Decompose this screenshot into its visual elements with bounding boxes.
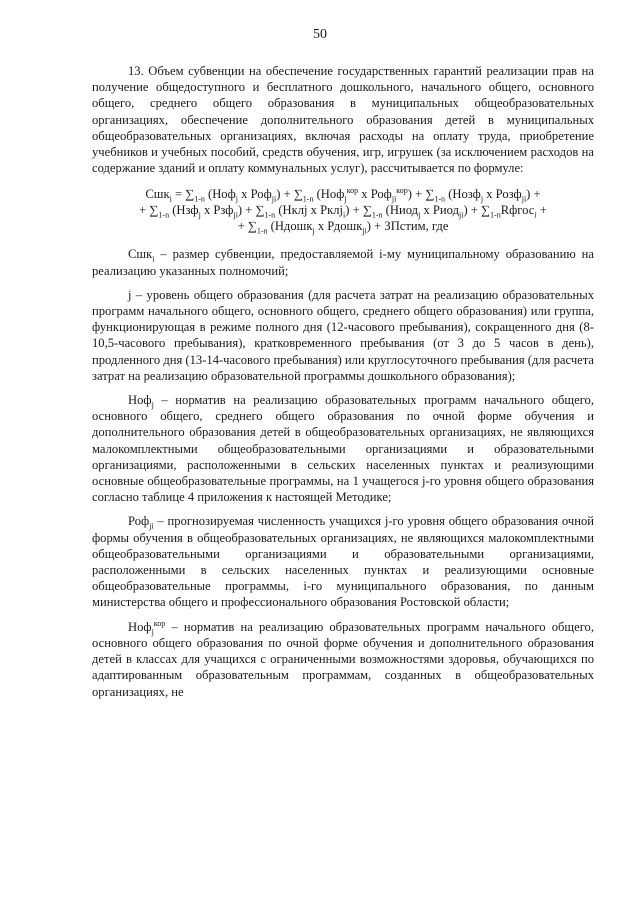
plus-sign: + xyxy=(280,187,294,202)
sum-index: 1-n xyxy=(434,194,446,204)
sum-index: 1-n xyxy=(194,194,205,204)
sum-symbol: ∑ xyxy=(362,203,372,218)
term-8-sub1: j xyxy=(312,226,315,236)
term-7-open: Rфгос xyxy=(500,203,535,218)
definition-text: – прогнозируемая численность учащихся j-го уровня общего образования очной формы обучения в общеобразовательных организациях, не являющихся малокомплектными общеобразовательными организациями и образовательными организациями, расположенными в сельских населенных пунктах и реализующими основные общеобразовательные программы, i-го муниципального образования, по данным министерства общего и профессионального образования Ростовской области; xyxy=(92,514,594,610)
term-6-mid: х Риод xyxy=(420,203,459,218)
plus-sign: + xyxy=(242,203,256,218)
term-8-mid: х Рдошк xyxy=(314,219,363,234)
sum-symbol: ∑ xyxy=(293,187,303,202)
plus-sign: + xyxy=(139,203,150,218)
term-2-sup1: кор xyxy=(346,186,359,196)
plus-sign: + xyxy=(237,219,248,234)
sum-symbol: ∑ xyxy=(481,203,491,218)
term-4-sub2: ji xyxy=(233,210,238,220)
term-2-close: ) xyxy=(407,187,412,202)
definition-j: j – уровень общего образования (для расчета затрат на реализацию образовательных программ начального общего, основного общего, среднего общего образования) или группа, функционирующая в режиме полного дня (12-часового пребывания), сокращенного дня (8-10,5-часового пребывания), кратковременного пребывания (от 3 до 5 часов в день), продленного дня (13-14-часового пребывания) или круглосуточного пребывания (для расчета затрат на реализацию образовательной программы дошкольного образования); xyxy=(92,287,595,383)
term-1-mid: х Роф xyxy=(238,187,272,202)
definition-symbol-sub: i xyxy=(152,254,155,264)
sum-index: 1-n xyxy=(264,210,276,220)
document-body xyxy=(92,63,594,708)
term-1-open: (Ноф xyxy=(204,187,236,202)
sum-index: 1-n xyxy=(256,226,268,236)
term-2-sup2: кор xyxy=(396,186,408,196)
formula-line-2 xyxy=(92,202,594,218)
plus-sign: + xyxy=(536,203,547,218)
term-3-sub2: ji xyxy=(521,194,527,204)
definition-symbol: Роф xyxy=(128,514,150,529)
sum-symbol: ∑ xyxy=(149,203,159,218)
sum-index: 1-n xyxy=(371,210,383,220)
formula-line-1 xyxy=(92,186,594,202)
formula-eq: = xyxy=(171,187,186,202)
sum-index: 1-n xyxy=(158,210,170,220)
definition-text: – норматив на реализацию образовательных программ начального общего, основного общего образования по очной форме обучения и дополнительного образования детей в классах для учащихся с ограниченными возможностями здоровья, обучающихся по адаптированным образовательным программам, созданных в общеобразовательных организациях, не xyxy=(92,619,594,699)
definition-sshk xyxy=(92,246,594,278)
term-7-sub1: i xyxy=(534,210,537,220)
term-5-mid: х Рклj xyxy=(307,203,344,218)
formula xyxy=(92,186,594,234)
sum-index: 1-n xyxy=(490,210,501,220)
term-6-open: (Ниод xyxy=(382,203,419,218)
term-3-mid: х Розф xyxy=(483,187,522,202)
term-5-open: (Нклj xyxy=(275,203,308,218)
sum-symbol: ∑ xyxy=(255,203,265,218)
term-8-sub2: ji xyxy=(362,226,367,236)
definition-symbol-sub: j xyxy=(151,627,154,637)
definition-symbol: Сшк xyxy=(128,247,153,262)
plus-sign: + xyxy=(349,203,363,218)
formula-lhs: Сшк xyxy=(145,187,170,202)
term-4-mid: х Рзф xyxy=(200,203,234,218)
sum-symbol: ∑ xyxy=(185,187,195,202)
term-3-close: ) xyxy=(526,187,531,202)
sum-symbol: ∑ xyxy=(247,219,257,234)
definition-symbol-sub: j xyxy=(151,400,154,410)
term-1-sub2: ji xyxy=(271,194,277,204)
term-4-close: ) xyxy=(237,203,243,218)
term-1-close: ) xyxy=(276,187,281,202)
term-5-sub2: i xyxy=(343,210,346,220)
term-6-sub1: j xyxy=(418,210,421,220)
page-number: 50 xyxy=(313,27,327,42)
definition-symbol-sub: ji xyxy=(149,521,154,531)
term-8-open: (Ндошк xyxy=(267,219,313,234)
term-2-sub2: ji xyxy=(391,194,397,204)
definition-symbol: Ноф xyxy=(128,619,152,634)
definition-rof xyxy=(92,513,594,610)
term-5-close: ) xyxy=(345,203,350,218)
term-2-open: (Ноф xyxy=(313,187,345,202)
term-2-mid: х Роф xyxy=(358,187,392,202)
term-8-close: ) xyxy=(366,219,371,234)
intro-paragraph: 13. Объем субвенции на обеспечение государственных гарантий реализации прав на получение общедоступного и бесплатного дошкольного, начального общего, основного общего, среднего общего образования в муниципальных общеобразовательных организациях, обеспечение дополнительного образования детей в муниципальных общеобразовательных организациях, включая расходы на оплату труда, приобретение учебников и учебных пособий, средств обучения, игр, игрушек (за исключением расходов на содержание зданий и оплату коммунальных услуг), рассчитывается по формуле: xyxy=(92,64,594,176)
term-1-sub1: j xyxy=(235,194,238,204)
definition-nof xyxy=(92,392,594,505)
formula-tail: + ЗПстим, где xyxy=(370,219,449,234)
definition-text: – размер субвенции, предоставляемой i-му муниципальному образованию на реализацию указанных полномочий; xyxy=(92,247,594,278)
definition-text: – норматив на реализацию образовательных программ начального общего, основного общего, среднего общего образования по очной форме обучения и дополнительного образования детей в общеобразовательных организациях, не являющихся малокомплектными общеобразовательными организациями и образовательными организациями, расположенными в сельских населенных пунктах и реализующими основные общеобразовательные программы, на 1 учащегося j-го уровня общего образования согласно таблице 4 приложения к настоящей Методике; xyxy=(92,393,594,505)
term-3-open: (Нозф xyxy=(445,187,481,202)
definition-symbol-sup: кор xyxy=(153,618,166,628)
sum-index: 1-n xyxy=(302,194,314,204)
sum-symbol: ∑ xyxy=(425,187,435,202)
formula-lhs-sub: i xyxy=(169,194,172,204)
term-4-sub1: j xyxy=(198,210,201,220)
term-3-sub1: j xyxy=(480,194,484,204)
term-6-sub2: ji xyxy=(458,210,464,220)
term-2-sub1: j xyxy=(344,194,347,204)
formula-line-3 xyxy=(92,218,594,234)
plus-sign: + xyxy=(530,187,541,202)
definition-nof-kor xyxy=(92,619,594,700)
term-6-close: ) xyxy=(463,203,468,218)
plus-sign: + xyxy=(467,203,482,218)
definition-symbol: Ноф xyxy=(128,393,152,408)
plus-sign: + xyxy=(411,187,426,202)
term-4-open: (Нзф xyxy=(169,203,199,218)
